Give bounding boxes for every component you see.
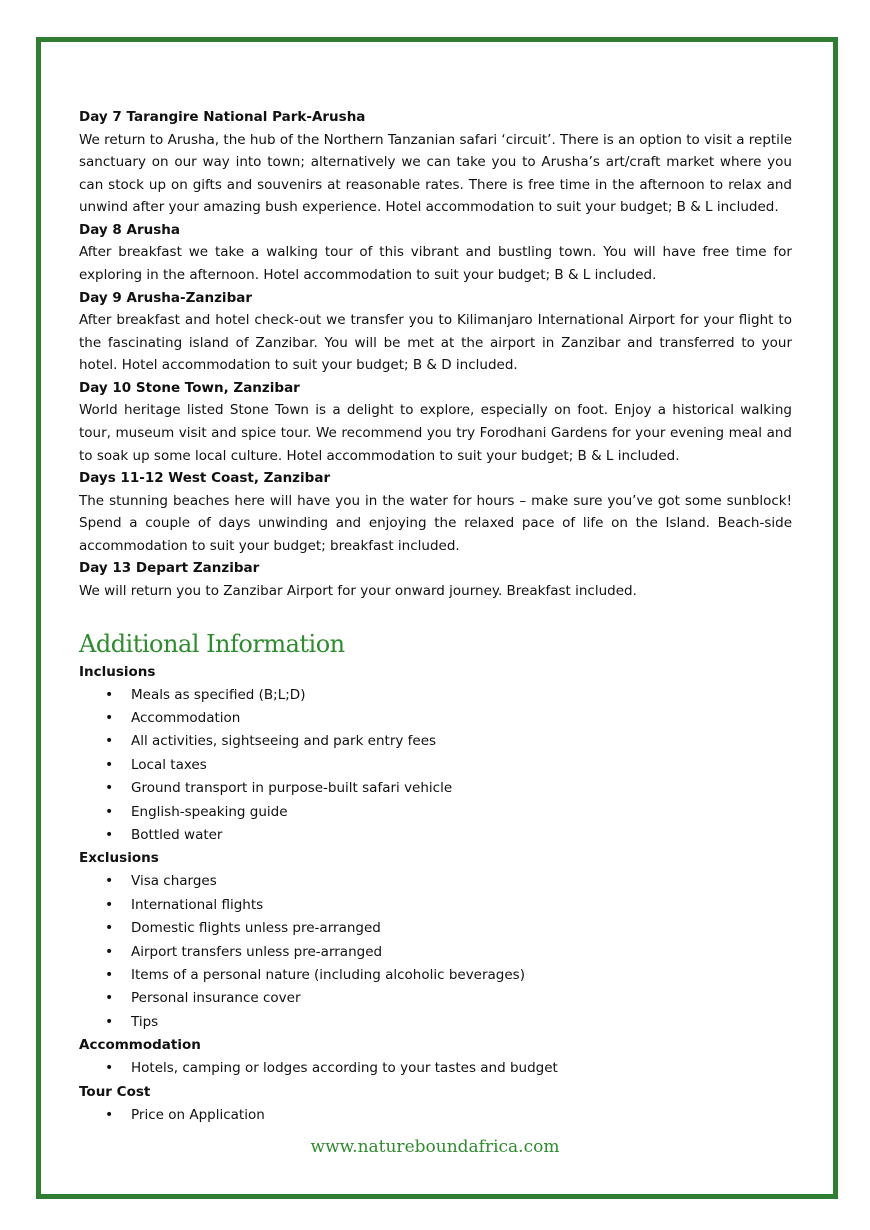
list-item [79, 824, 792, 847]
list-item [79, 707, 792, 730]
day-description: World heritage listed Stone Town is a delight to explore, especially on foot. Enjoy a historical walking tour, museum visit and spice tour. We recommend you try Forodhani Gardens for your evening meal and to soak up some local culture. Hotel accommodation to suit your budget; B & L included. [79, 402, 792, 464]
bullet-icon: • [105, 1106, 114, 1123]
list-item-text: Visa charges [131, 873, 217, 890]
list-item-text: Accommodation [131, 709, 241, 726]
day-title: Day 9 Arusha-Zanzibar [79, 289, 252, 306]
day-title: Day 10 Stone Town, Zanzibar [79, 379, 300, 396]
itinerary-day [79, 287, 792, 377]
day-title: Day 7 Tarangire National Park-Arusha [79, 109, 366, 125]
list-item [79, 754, 792, 777]
accommodation-list [79, 1057, 792, 1080]
itinerary-day [79, 557, 792, 602]
list-item [79, 1011, 792, 1034]
list-item-text: Price on Application [131, 1106, 265, 1123]
day-title: Day 8 Arusha [79, 221, 180, 238]
itinerary-day [79, 219, 792, 287]
list-item [79, 917, 792, 940]
section-title: Exclusions [79, 850, 159, 867]
additional-info-heading: Additional Information [79, 629, 345, 658]
list-item-text: Local taxes [131, 756, 207, 773]
list-item [79, 730, 792, 753]
list-item-text: Airport transfers unless pre-arranged [131, 943, 383, 960]
day-description: After breakfast and hotel check-out we transfer you to Kilimanjaro International Airport for your flight to the fascinating island of Zanzibar. You will be met at the airport in Zanzibar and transferred to your hotel. Hotel accommodation to suit your budget; B & D included. [79, 312, 792, 374]
list-item [79, 894, 792, 917]
list-item-text: Personal insurance cover [131, 990, 301, 1007]
bullet-icon: • [105, 780, 114, 797]
day-description: The stunning beaches here will have you in the water for hours – make sure you’ve got some sunblock! Spend a couple of days unwinding and enjoying the relaxed pace of life on the Island. Beach-side accommodation to suit your budget; breakfast included. [79, 492, 792, 554]
info-section-accommodation [79, 1034, 792, 1080]
bullet-icon: • [105, 896, 114, 913]
section-title: Tour Cost [79, 1083, 151, 1100]
bullet-icon: • [105, 709, 114, 726]
bullet-icon: • [105, 756, 114, 773]
bullet-icon: • [105, 733, 114, 750]
list-item [79, 801, 792, 824]
list-item [79, 870, 792, 893]
inclusions-list [79, 684, 792, 848]
itinerary-day [79, 106, 792, 219]
bullet-icon: • [105, 1060, 114, 1077]
list-item-text: Hotels, camping or lodges according to your tastes and budget [131, 1060, 558, 1077]
info-section-tour-cost [79, 1081, 792, 1127]
list-item [79, 941, 792, 964]
bullet-icon: • [105, 686, 114, 703]
info-section-exclusions [79, 847, 792, 1034]
list-item [79, 1104, 792, 1127]
bullet-icon: • [105, 920, 114, 937]
tour-cost-list [79, 1104, 792, 1127]
itinerary-day [79, 467, 792, 557]
bullet-icon: • [105, 1013, 114, 1030]
bullet-icon: • [105, 943, 114, 960]
list-item-text: Meals as specified (B;L;D) [131, 686, 306, 703]
list-item-text: English-speaking guide [131, 803, 288, 820]
page-content [79, 106, 792, 1127]
exclusions-list [79, 870, 792, 1034]
bullet-icon: • [105, 826, 114, 843]
list-item-text: All activities, sightseeing and park entry fees [131, 733, 437, 750]
list-item-text: Ground transport in purpose-built safari vehicle [131, 780, 453, 797]
day-description: We return to Arusha, the hub of the Northern Tanzanian safari ‘circuit’. There is an option to visit a reptile sanctuary on our way into town; alternatively we can take you to Arusha’s art/craft market where you can stock up on gifts and souvenirs at reasonable rates. There is free time in the afternoon to relax and unwind after your amazing bush experience. Hotel accommodation to suit your budget; B & L included. [79, 131, 792, 216]
list-item-text: International flights [131, 896, 264, 913]
section-title: Inclusions [79, 663, 156, 680]
day-title: Days 11-12 West Coast, Zanzibar [79, 470, 331, 487]
list-item-text: Bottled water [131, 826, 223, 843]
day-description: We will return you to Zanzibar Airport for your onward journey. Breakfast included. [79, 582, 637, 599]
bullet-icon: • [105, 873, 114, 890]
bullet-icon: • [105, 990, 114, 1007]
day-title: Day 13 Depart Zanzibar [79, 560, 260, 577]
bullet-icon: • [105, 966, 114, 983]
list-item-text: Domestic flights unless pre-arranged [131, 920, 381, 937]
section-title: Accommodation [79, 1037, 201, 1054]
list-item [79, 1057, 792, 1080]
list-item [79, 987, 792, 1010]
itinerary-day [79, 377, 792, 467]
list-item-text: Tips [131, 1013, 159, 1030]
list-item-text: Items of a personal nature (including alcoholic beverages) [131, 966, 525, 983]
bullet-icon: • [105, 803, 114, 820]
list-item [79, 964, 792, 987]
footer-website-link[interactable]: www.natureboundafrica.com [310, 1137, 560, 1157]
list-item [79, 777, 792, 800]
day-description: After breakfast we take a walking tour of this vibrant and bustling town. You will have free time for exploring in the afternoon. Hotel accommodation to suit your budget; B & L included. [79, 244, 792, 283]
info-section-inclusions [79, 661, 792, 848]
list-item [79, 684, 792, 707]
